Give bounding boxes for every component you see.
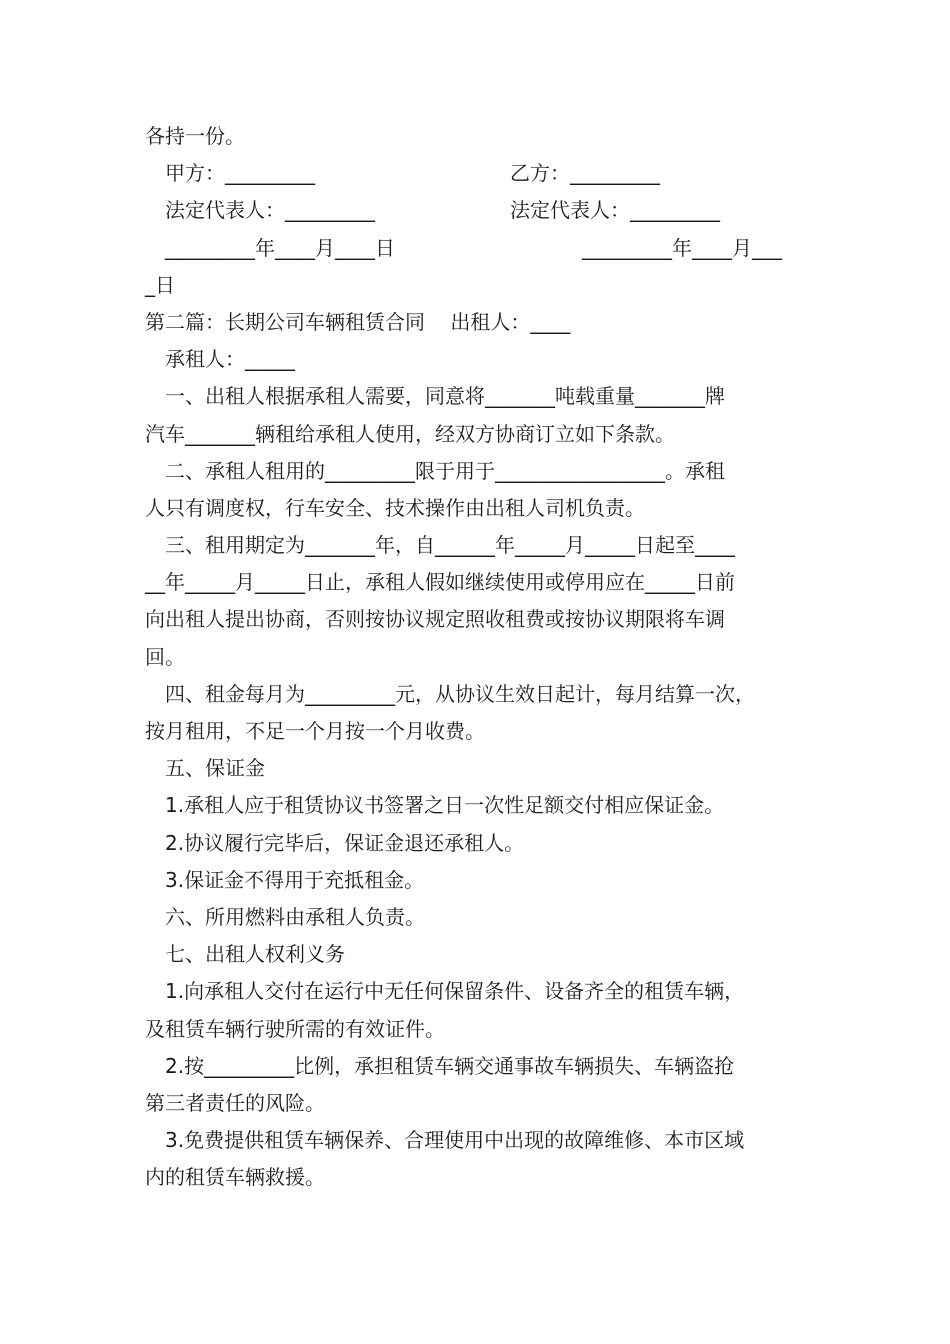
clause-item: 3.保证金不得用于充抵租金。 [165, 867, 425, 892]
clause-item: 3.免费提供租赁车辆保养、合理使用中出现的故障维修、本市区域 [165, 1128, 745, 1153]
clause-heading: 七、出租人权利义务 [165, 942, 345, 967]
clause-line: 及租赁车辆行驶所需的有效证件。 [145, 1016, 445, 1041]
clause-heading: 六、所用燃料由承租人负责。 [165, 904, 425, 929]
rep-a-label: 法定代表人：_________ [165, 198, 375, 223]
clause-item: 2.协议履行完毕后，保证金退还承租人。 [165, 830, 525, 855]
signature-row-reps [145, 192, 825, 229]
rep-b-label: 法定代表人：_________ [510, 198, 720, 223]
clause-line: 一、出租人根据承租人需要，同意将_______吨载重量_______牌 [165, 384, 725, 409]
date-a-label: _________年____月____日 [165, 235, 395, 260]
document-page [145, 118, 825, 1196]
clause-line: 三、租用期定为_______年，自______年_____月_____日起至____ [165, 533, 735, 558]
clause-heading: 五、保证金 [165, 756, 265, 781]
clause-line: __年_____月_____日止，承租人假如继续使用或停用应在_____日前 [145, 570, 735, 595]
date-b-label: _________年____月___ [582, 235, 782, 260]
lessee-line: 承租人：_____ [165, 347, 295, 372]
date-b-continuation: _日 [145, 272, 175, 297]
section-title-line: 第二篇：长期公司车辆租赁合同 出租人：____ [145, 309, 571, 334]
intro-line: 各持一份。 [145, 124, 245, 148]
clause-line: 人只有调度权，行车安全、技术操作由出租人司机负责。 [145, 495, 645, 520]
clause-line: 第三者责任的风险。 [145, 1090, 325, 1115]
clause-item: 2.按_________比例，承担租赁车辆交通事故车辆损失、车辆盗抢 [165, 1053, 735, 1078]
clause-line: 汽车_______辆租给承租人使用，经双方协商订立如下条款。 [145, 421, 675, 446]
party-a-label: 甲方：_________ [165, 161, 315, 186]
clause-line: 回。 [145, 644, 185, 669]
clause-line: 向出租人提出协商，否则按协议规定照收租费或按协议期限将车调 [145, 607, 725, 632]
clause-item: 1.向承租人交付在运行中无任何保留条件、设备齐全的租赁车辆， [165, 979, 745, 1004]
party-b-label: 乙方：_________ [510, 161, 660, 186]
signature-row-parties [145, 155, 825, 192]
clause-item: 1.承租人应于租赁协议书签署之日一次性足额交付相应保证金。 [165, 793, 725, 818]
clause-line: 按月租用，不足一个月按一个月收费。 [145, 719, 485, 743]
clause-line: 二、承租人租用的_________限于用于_________________。承租 [165, 458, 725, 483]
clause-line: 内的租赁车辆救援。 [145, 1165, 325, 1190]
signature-row-dates [145, 230, 825, 267]
clause-line: 四、租金每月为_________元，从协议生效日起计，每月结算一次， [165, 681, 755, 706]
